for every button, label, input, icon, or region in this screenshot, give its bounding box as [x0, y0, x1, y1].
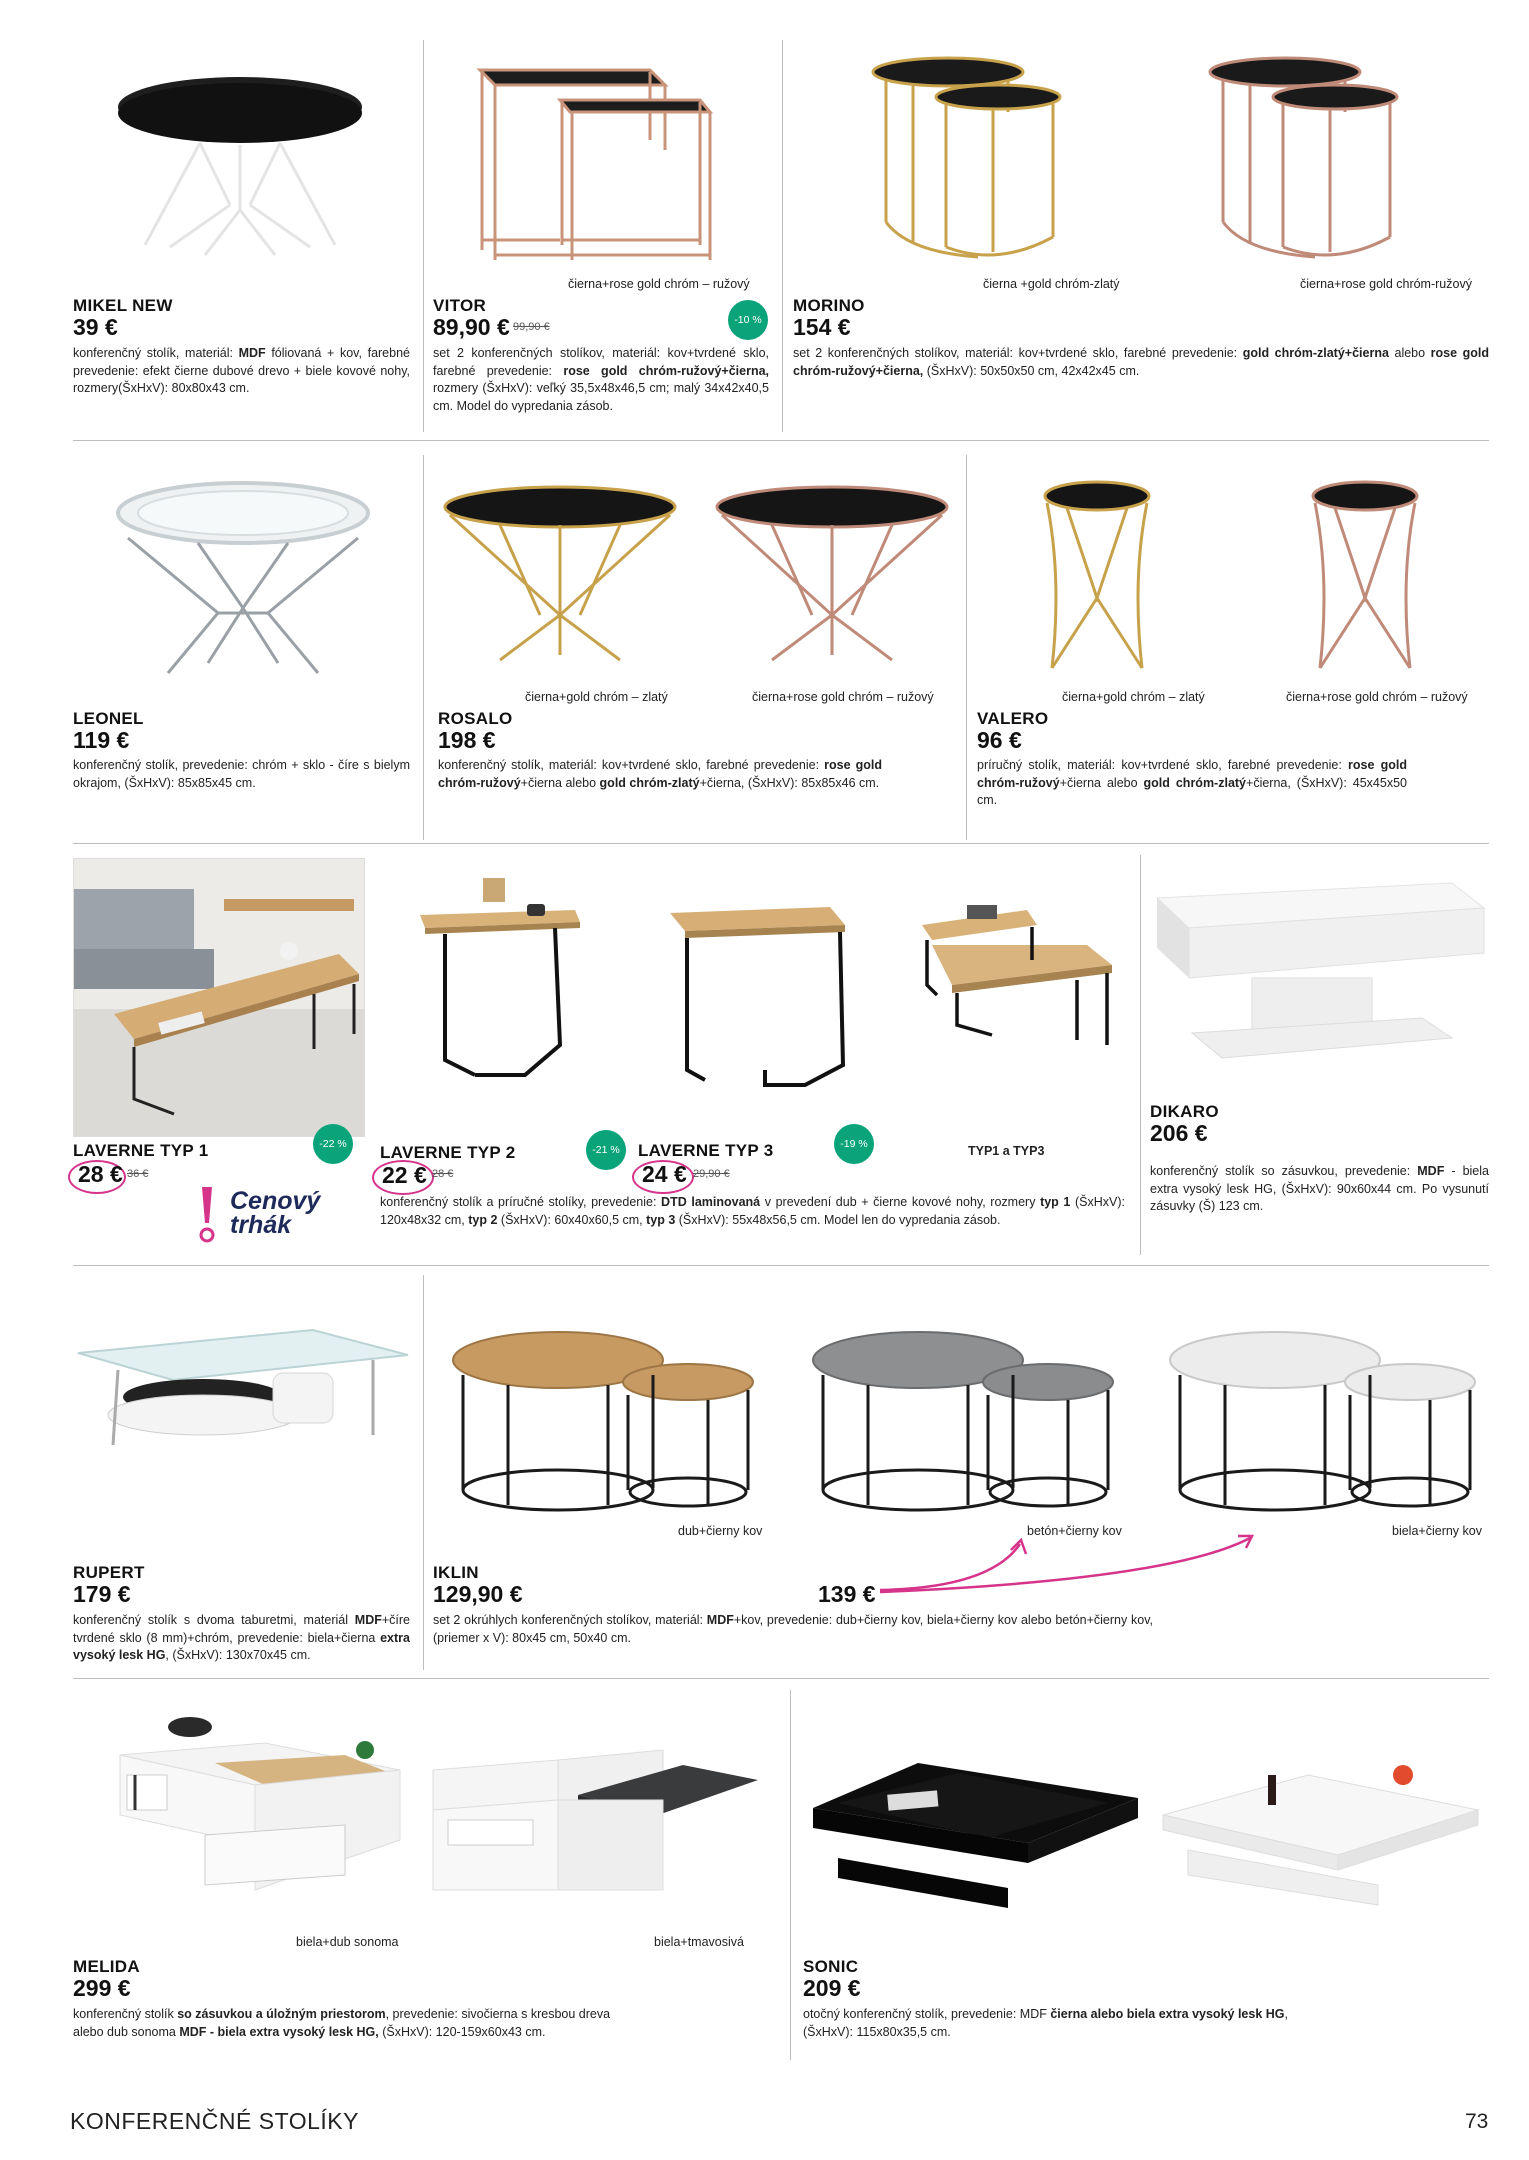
- leonel-name: LEONEL: [73, 709, 144, 728]
- laverne-typ2-discount-badge: -21 %: [586, 1130, 626, 1170]
- laverne-typ2-old-price: 28 €: [432, 1168, 454, 1180]
- vitor-variant-label: čierna+rose gold chróm – ružový: [568, 277, 750, 291]
- laverne-typ3-price: 24 €: [642, 1161, 687, 1187]
- iklin-variant-label-1: dub+čierny kov: [678, 1524, 763, 1538]
- iklin-white-tables-image: [1165, 1330, 1480, 1515]
- morino-variant-label-2: čierna+rose gold chróm-ružový: [1300, 277, 1472, 291]
- iklin-description: set 2 okrúhlych konferenčných stolíkov, materiál: MDF+kov, prevedenie: dub+čierny kov, biela+čierny kov alebo betón+čierny kov, (priemer x V): 80x45 cm, 50x40 cm.: [433, 1613, 1153, 1645]
- valero-variant-label-1: čierna+gold chróm – zlatý: [1062, 690, 1205, 704]
- laverne-typ3-table-image: [665, 895, 865, 1090]
- morino-gold-tables-image: [868, 52, 1068, 267]
- iklin-alt-price: 139 €: [818, 1581, 876, 1607]
- rosalo-name: ROSALO: [438, 709, 513, 728]
- laverne-typ2-name: LAVERNE TYP 2: [380, 1143, 516, 1162]
- melida-name: MELIDA: [73, 1957, 140, 1976]
- leonel-price: 119 €: [73, 727, 130, 753]
- sonic-description: otočný konferenčný stolík, prevedenie: MDF čierna alebo biela extra vysoký lesk HG, (ŠxHxV): 115x80x35,5 cm.: [803, 2007, 1288, 2039]
- vitor-description: set 2 konferenčných stolíkov, materiál: kov+tvrdené sklo, farebné prevedenie: rose gold chróm-ružový+čierna, rozmery (ŠxHxV): veľký 35,5x48x46,5 cm; malý 34x42x40,5 cm. Model do vypredania zásob.: [433, 346, 769, 413]
- sonic-price: 209 €: [803, 1975, 861, 2001]
- laverne-description: konferenčný stolík a príručné stolíky, prevedenie: DTD laminovaná v prevedení dub + čierne kovové nohy, rozmery typ 1 (ŠxHxV): 120x48x32 cm, typ 2 (ŠxHxV): 60x40x60,5 cm, typ 3 (ŠxHxV): 55x48x56,5 cm. Model len do vypredania zásob.: [380, 1195, 1125, 1227]
- cenovy-trhak-logo: [196, 1185, 336, 1247]
- laverne-typ1-name: LAVERNE TYP 1: [73, 1141, 209, 1160]
- rosalo-price: 198 €: [438, 727, 496, 753]
- mikel-name: MIKEL NEW: [73, 296, 173, 315]
- morino-variant-label-1: čierna +gold chróm-zlatý: [983, 277, 1120, 291]
- rupert-name: RUPERT: [73, 1563, 145, 1582]
- laverne-typ1-typ3-image: [912, 885, 1122, 1055]
- morino-name: MORINO: [793, 296, 865, 315]
- rupert-description: konferenčný stolík s dvoma taburetmi, materiál MDF+číre tvrdené sklo (8 mm)+chróm, prevedenie: biela+čierna extra vysoký lesk HG, (ŠxHxV): 130x70x45 cm.: [73, 1613, 410, 1662]
- morino-price: 154 €: [793, 314, 851, 340]
- melida-dark-table-image: [428, 1740, 763, 1900]
- dikaro-name: DIKARO: [1150, 1102, 1219, 1121]
- cenovy-trhak-line1: Cenový: [230, 1187, 321, 1215]
- page-number: 73: [1465, 2110, 1489, 2133]
- rosalo-variant-label-1: čierna+gold chróm – zlatý: [525, 690, 668, 704]
- vitor-old-price: 99,90 €: [513, 321, 550, 333]
- iklin-oak-tables-image: [448, 1330, 758, 1515]
- vitor-discount-badge: -10 %: [728, 300, 768, 340]
- laverne-typ3-name: LAVERNE TYP 3: [638, 1141, 774, 1160]
- price-arrows-icon: [870, 1520, 1260, 1600]
- laverne-typ1-discount-badge: -22 %: [313, 1124, 353, 1164]
- rosalo-variant-label-2: čierna+rose gold chróm – ružový: [752, 690, 934, 704]
- valero-gold-table-image: [1022, 478, 1172, 673]
- morino-description: set 2 konferenčných stolíkov, materiál: kov+tvrdené sklo, farebné prevedenie: gold chróm-zlatý+čierna alebo rose gold chróm-ružový+čierna, (ŠxHxV): 50x50x50 cm, 42x42x45 cm.: [793, 346, 1490, 378]
- laverne-typ2-price: 22 €: [382, 1162, 427, 1188]
- dikaro-table-image: [1152, 878, 1487, 1068]
- mikel-price: 39 €: [73, 314, 118, 340]
- melida-variant-label-2: biela+tmavosivá: [654, 1935, 744, 1949]
- sonic-white-table-image: [1158, 1735, 1483, 1915]
- cenovy-trhak-line2: trhák: [230, 1211, 292, 1239]
- valero-variant-label-2: čierna+rose gold chróm – ružový: [1286, 690, 1468, 704]
- rupert-price: 179 €: [73, 1581, 131, 1607]
- laverne-room-photo: [73, 858, 365, 1137]
- iklin-variant-label-2: betón+čierny kov: [1027, 1524, 1122, 1538]
- melida-price: 299 €: [73, 1975, 131, 2001]
- page-title: KONFERENČNÉ STOLÍKY: [70, 2108, 359, 2134]
- sonic-name: SONIC: [803, 1957, 859, 1976]
- exclamation-icon: [196, 1185, 220, 1247]
- vitor-price: 89,90 €: [433, 314, 510, 340]
- leonel-description: konferenčný stolík, prevedenie: chróm + sklo - číre s bielym okrajom, (ŠxHxV): 85x85x45 cm.: [73, 758, 410, 790]
- rupert-table-image: [73, 1325, 413, 1465]
- laverne-typ3-discount-badge: -19 %: [834, 1124, 874, 1164]
- iklin-price: 129,90 €: [433, 1581, 523, 1607]
- mikel-new-table-image: [110, 65, 370, 265]
- rosalo-description: konferenčný stolík, materiál: kov+tvrdené sklo, farebné prevedenie: rose gold chróm-ružový+čierna alebo gold chróm-zlatý+čierna, (ŠxHxV): 85x85x46 cm.: [438, 758, 882, 790]
- laverne-typ2-table-image: [415, 870, 585, 1085]
- sonic-black-table-image: [808, 1748, 1143, 1918]
- valero-name: VALERO: [977, 709, 1049, 728]
- dikaro-price: 206 €: [1150, 1120, 1208, 1146]
- rosalo-rose-table-image: [712, 485, 952, 665]
- melida-variant-label-1: biela+dub sonoma: [296, 1935, 399, 1949]
- iklin-variant-label-3: biela+čierny kov: [1392, 1524, 1482, 1538]
- laverne-typ3-old-price: 29,90 €: [693, 1168, 730, 1180]
- morino-rose-tables-image: [1205, 52, 1405, 267]
- rosalo-gold-table-image: [440, 485, 680, 665]
- leonel-table-image: [108, 478, 378, 688]
- vitor-tables-image: [470, 60, 720, 270]
- typ1-typ3-label: TYP1 a TYP3: [968, 1144, 1045, 1158]
- melida-oak-table-image: [115, 1715, 405, 1900]
- laverne-typ1-old-price: 36 €: [127, 1168, 149, 1180]
- iklin-concrete-tables-image: [808, 1330, 1118, 1515]
- valero-price: 96 €: [977, 727, 1022, 753]
- valero-rose-table-image: [1290, 478, 1440, 673]
- iklin-name: IKLIN: [433, 1563, 479, 1582]
- laverne-typ1-price: 28 €: [78, 1161, 123, 1187]
- mikel-description: konferenčný stolík, materiál: MDF fóliovaná + kov, farebné prevedenie: efekt čierne dubové drevo + biele kovové nohy, rozmery(ŠxHxV): 80x80x43 cm.: [73, 346, 410, 395]
- melida-description: konferenčný stolík so zásuvkou a úložným priestorom, prevedenie: sivočierna s kresbou dreva alebo dub sonoma MDF - biela extra vysoký lesk HG, (ŠxHxV): 120-159x60x43 cm.: [73, 2007, 611, 2039]
- valero-description: príručný stolík, materiál: kov+tvrdené sklo, farebné prevedenie: rose gold chróm-ružový+čierna alebo gold chróm-zlatý+čierna, (ŠxHxV): 45x45x50 cm.: [977, 758, 1407, 807]
- dikaro-description: konferenčný stolík so zásuvkou, prevedenie: MDF - biela extra vysoký lesk HG, (ŠxHxV): 90x60x44 cm. Po vysunutí zásuvky (Š) 123 cm.: [1150, 1164, 1489, 1213]
- vitor-name: VITOR: [433, 296, 487, 315]
